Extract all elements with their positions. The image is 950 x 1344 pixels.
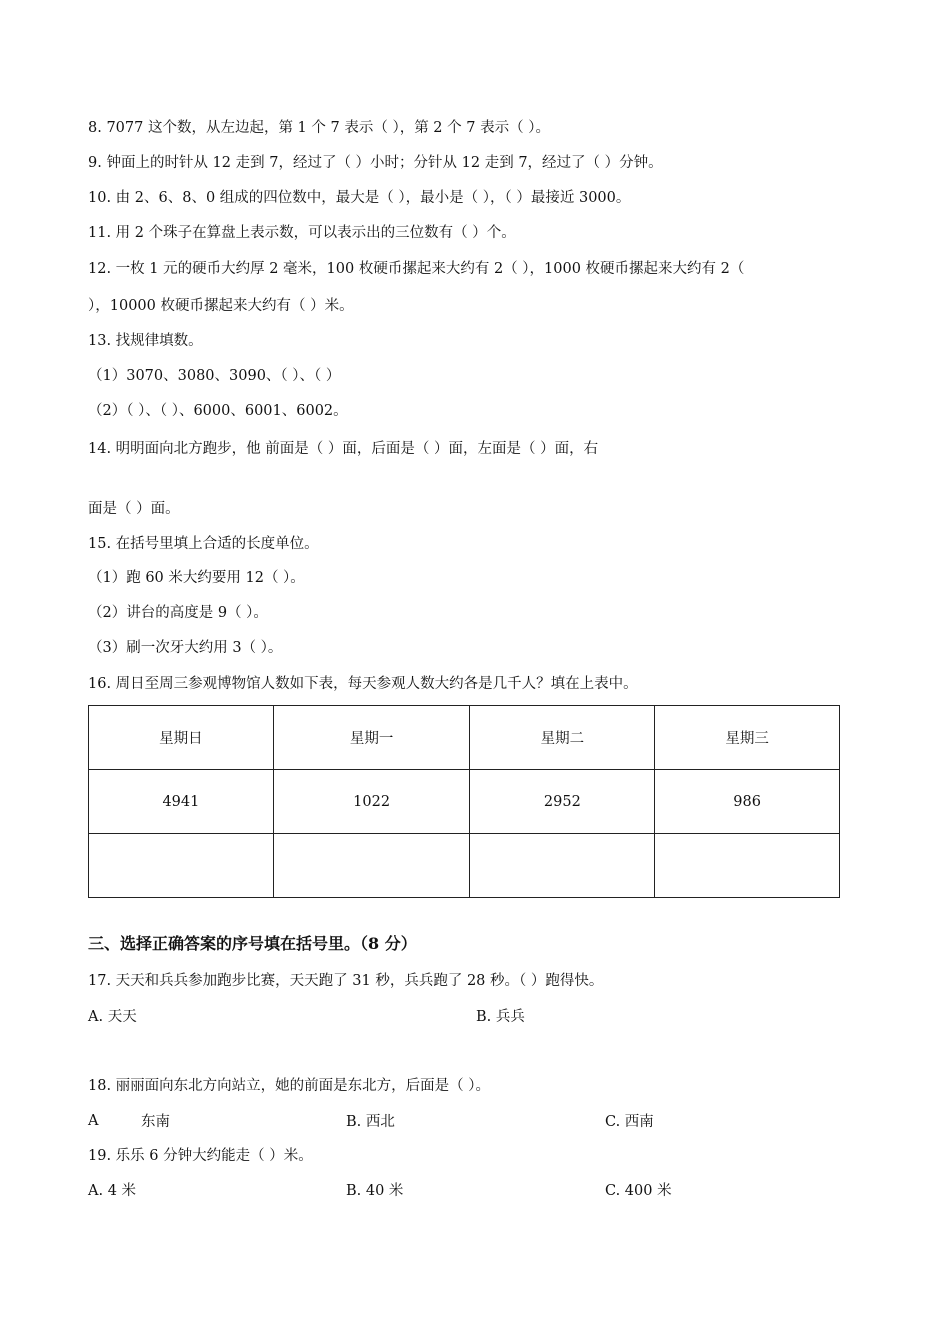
museum-visitors-table bbox=[88, 705, 840, 898]
question-9: 9. 钟面上的时针从 12 走到 7，经过了（ ）小时；分针从 12 走到 7，经过了（ ）分钟。 bbox=[88, 155, 663, 171]
table-cell-value: 986 bbox=[655, 770, 840, 834]
question-15: 15. 在括号里填上合适的长度单位。 bbox=[88, 536, 319, 552]
table-cell-answer[interactable] bbox=[89, 834, 274, 898]
table-cell-answer[interactable] bbox=[273, 834, 470, 898]
table-header-row bbox=[89, 706, 840, 770]
question-15-part-1: （1）跑 60 米大约要用 12（ ）。 bbox=[88, 570, 305, 586]
question-11: 11. 用 2 个珠子在算盘上表示数，可以表示出的三位数有（ ）个。 bbox=[88, 225, 516, 241]
question-13: 13. 找规律填数。 bbox=[88, 333, 203, 349]
option-17-a: A. 天天 bbox=[88, 1009, 137, 1025]
option-19-c: C. 400 米 bbox=[605, 1183, 672, 1199]
option-19-a: A. 4 米 bbox=[88, 1183, 137, 1199]
section-3-title: 三、选择正确答案的序号填在括号里。（8 分） bbox=[88, 934, 417, 953]
option-18-c: C. 西南 bbox=[605, 1114, 654, 1130]
question-12-line-1: 12. 一枚 1 元的硬币大约厚 2 毫米，100 枚硬币摞起来大约有 2（ ），1000 枚硬币摞起来大约有 2（ bbox=[88, 261, 745, 277]
table-header-cell: 星期一 bbox=[273, 706, 470, 770]
question-15-part-2: （2）讲台的高度是 9（ ）。 bbox=[88, 605, 268, 621]
question-13-part-2: （2）（ ）、（ ）、6000、6001、6002。 bbox=[88, 403, 348, 419]
question-14-line-1: 14. 明明面向北方跑步，他 前面是（ ）面，后面是（ ）面，左面是（ ）面，右 bbox=[88, 441, 599, 457]
table-cell-value: 2952 bbox=[470, 770, 655, 834]
question-14-line-2: 面是（ ）面。 bbox=[88, 501, 180, 517]
question-19: 19. 乐乐 6 分钟大约能走（ ）米。 bbox=[88, 1148, 313, 1164]
table-cell-answer[interactable] bbox=[655, 834, 840, 898]
table-header-cell: 星期日 bbox=[89, 706, 274, 770]
option-18-b: B. 西北 bbox=[346, 1114, 395, 1130]
question-18: 18. 丽丽面向东北方向站立，她的前面是东北方，后面是（ ）。 bbox=[88, 1078, 491, 1094]
table-cell-value: 1022 bbox=[273, 770, 470, 834]
table-cell-value: 4941 bbox=[89, 770, 274, 834]
option-18-a-label: A bbox=[88, 1113, 99, 1129]
question-15-part-3: （3）刷一次牙大约用 3（ ）。 bbox=[88, 640, 283, 656]
question-12-line-2: ），10000 枚硬币摞起来大约有（ ）米。 bbox=[88, 298, 354, 314]
table-header-cell: 星期三 bbox=[655, 706, 840, 770]
question-8: 8. 7077 这个数，从左边起，第 1 个 7 表示（ ），第 2 个 7 表示（ ）。 bbox=[88, 120, 550, 136]
table-row-answers bbox=[89, 834, 840, 898]
table-header-cell: 星期二 bbox=[470, 706, 655, 770]
question-10: 10. 由 2、6、8、0 组成的四位数中，最大是（ ），最小是（ ），（ ）最接近 3000。 bbox=[88, 190, 631, 206]
question-13-part-1: （1）3070、3080、3090、（ ）、（ ） bbox=[88, 368, 341, 384]
table-row-values bbox=[89, 770, 840, 834]
option-17-b: B. 兵兵 bbox=[476, 1009, 525, 1025]
question-16: 16. 周日至周三参观博物馆人数如下表，每天参观人数大约各是几千人？填在上表中。 bbox=[88, 676, 638, 692]
question-17: 17. 天天和兵兵参加跑步比赛，天天跑了 31 秒，兵兵跑了 28 秒。（ ）跑得快。 bbox=[88, 973, 604, 989]
option-19-b: B. 40 米 bbox=[346, 1183, 404, 1199]
option-18-a-text: 东南 bbox=[141, 1114, 170, 1130]
table-cell-answer[interactable] bbox=[470, 834, 655, 898]
